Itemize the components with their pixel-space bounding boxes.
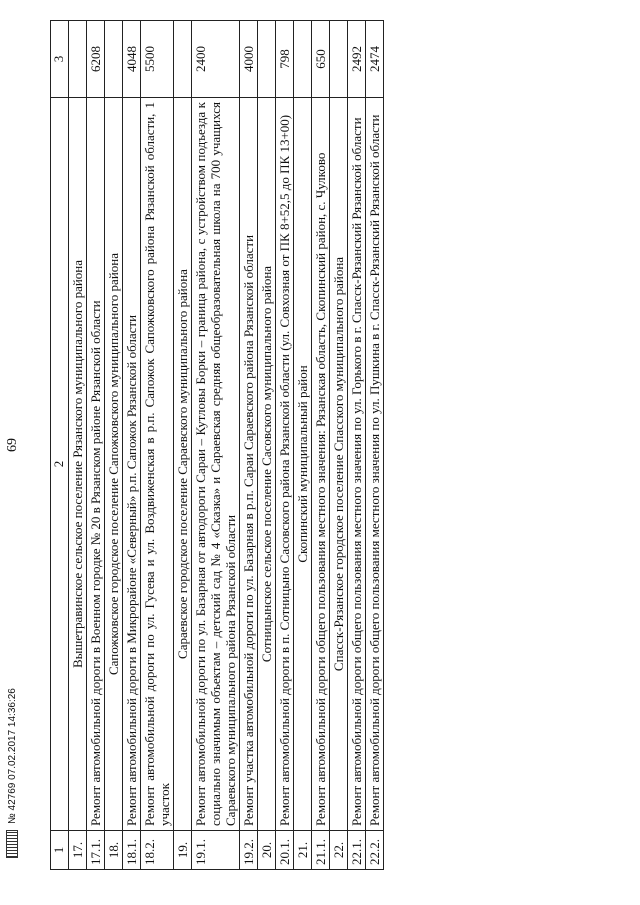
row-amount [174, 21, 192, 98]
section-title: Сотницынское сельское поселение Сасовского муниципального района [258, 98, 276, 831]
row-description: Ремонт автомобильной дороги в п. Сотницыно Сасовского района Рязанской области (ул. Совхозная от ПК 8+52,5 до ПК 13+00) [276, 98, 294, 831]
row-number: 22. [330, 831, 348, 870]
header-col2: 2 [51, 98, 69, 831]
row-number: 18.2. [141, 831, 174, 870]
table-header-row [51, 21, 69, 870]
table-row [87, 21, 105, 870]
table-row [240, 21, 258, 870]
table-row [276, 21, 294, 870]
row-number: 19.2. [240, 831, 258, 870]
section-title: Вышетравинское сельское поселение Рязанского муниципального района [69, 98, 87, 831]
header-col3: 3 [51, 21, 69, 98]
row-description: Ремонт автомобильной дороги по ул. Базарная от автодороги Сараи – Кутловы Борки – граница района, с устройством подъезда к социально значимым объектам – детский сад № 4 «Сказка» и Сараевская средняя общеобразовательная школа на 700 учащихся Сараевского муниципального района Рязанской области [192, 98, 240, 831]
row-number: 19.1. [192, 831, 240, 870]
row-description: Ремонт участка автомобильной дороги по ул. Базарная в р.п. Сараи Сараевского района Рязанской области [240, 98, 258, 831]
barcode-icon [6, 830, 18, 858]
footer [6, 688, 46, 898]
row-description: Ремонт автомобильной дороги общего пользования местного значения по ул. Пушкина в г. Спасск-Рязанский Рязанской области [366, 98, 384, 831]
row-amount [330, 21, 348, 98]
row-number: 18. [105, 831, 123, 870]
table-row [141, 21, 174, 870]
table-row [366, 21, 384, 870]
row-number: 19. [174, 831, 192, 870]
section-title: Сараевское городское поселение Сараевского муниципального района [174, 98, 192, 831]
page-number: 69 [5, 438, 20, 452]
footer-stamp [6, 688, 18, 858]
row-number: 21. [294, 831, 312, 870]
row-amount: 4048 [123, 21, 141, 98]
row-amount [69, 21, 87, 98]
row-number: 17.1. [87, 831, 105, 870]
section-title: Скопинский муниципальный район [294, 98, 312, 831]
row-number: 22.2. [366, 831, 384, 870]
row-amount: 2492 [348, 21, 366, 98]
row-amount: 798 [276, 21, 294, 98]
section-row [174, 21, 192, 870]
row-description: Ремонт автомобильной дороги по ул. Гусева и ул. Воздвиженская в р.п. Сапожок Сапожковского района Рязанской области, 1 участок [141, 98, 174, 831]
section-title: Сапожковское городское поселение Сапожковского муниципального района [105, 98, 123, 831]
section-row [258, 21, 276, 870]
section-row [105, 21, 123, 870]
row-amount: 650 [312, 21, 330, 98]
row-description: Ремонт автомобильной дороги общего пользования местного значения: Рязанская область, Скопинский район, с. Чулково [312, 98, 330, 831]
row-amount: 5500 [141, 21, 174, 98]
row-number: 22.1. [348, 831, 366, 870]
row-amount: 4000 [240, 21, 258, 98]
header-col1: 1 [51, 831, 69, 870]
section-row [69, 21, 87, 870]
row-amount [294, 21, 312, 98]
road-repair-table [50, 20, 384, 870]
row-number: 17. [69, 831, 87, 870]
row-number: 18.1. [123, 831, 141, 870]
table-row [123, 21, 141, 870]
row-amount [258, 21, 276, 98]
section-row [294, 21, 312, 870]
table-row [348, 21, 366, 870]
row-number: 20.1. [276, 831, 294, 870]
row-description: Ремонт автомобильной дороги общего пользования местного значения по ул. Горького в г. Спасск-Рязанский Рязанской области [348, 98, 366, 831]
table-row [192, 21, 240, 870]
document-reference: № 42769 07.02.2017 14:36:26 [6, 688, 18, 824]
section-title: Спасск-Рязанское городское поселение Спасского муниципального района [330, 98, 348, 831]
row-number: 21.1. [312, 831, 330, 870]
row-description: Ремонт автомобильной дороги в Микрорайоне «Северный» р.п. Сапожок Рязанской области [123, 98, 141, 831]
table-row [312, 21, 330, 870]
row-amount: 2474 [366, 21, 384, 98]
row-description: Ремонт автомобильной дороги в Военном городке № 20 в Рязанском районе Рязанской области [87, 98, 105, 831]
row-amount: 2400 [192, 21, 240, 98]
row-number: 20. [258, 831, 276, 870]
row-amount: 6208 [87, 21, 105, 98]
row-amount [105, 21, 123, 98]
section-row [330, 21, 348, 870]
